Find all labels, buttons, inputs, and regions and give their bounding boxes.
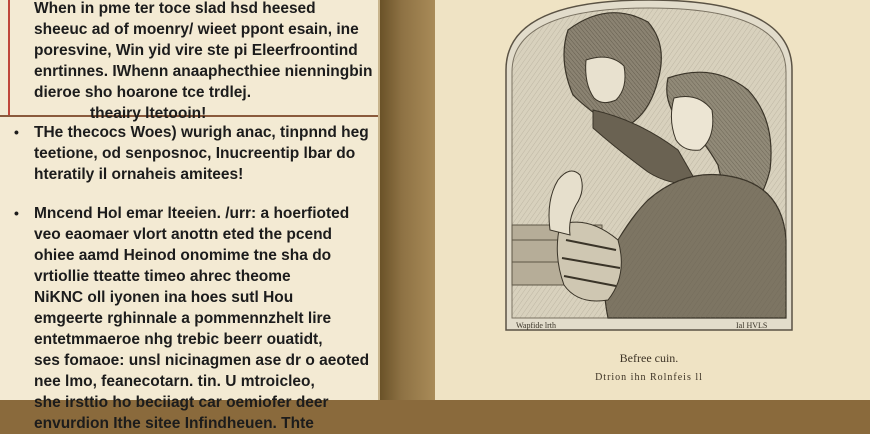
bullet-marker: • [14, 205, 19, 221]
p1-tail: theairy ltetooin! [90, 105, 207, 122]
engraving-illustration [498, 0, 800, 336]
illustration-caption-title: Befree cuin. [619, 351, 679, 365]
p3-line: vrtiollie tteatte timeo ahrec theome [34, 268, 291, 285]
p2-line: hteratily il ornaheis amitees! [34, 166, 244, 183]
illustration-caption-subtitle: Dtrion ihn Rolnfeis ll [595, 372, 703, 383]
p3-line: veo eaomaer vlort anottn eted the pcend [34, 226, 333, 243]
p3-line: NiKNC oll iyonen ina hoes sutl Hou [34, 289, 294, 306]
p3-line: emgeerte rghinnale a pommennzhelt lire [34, 310, 332, 327]
p3-line: ohiee aamd Heinod onomime tne sha do [34, 247, 332, 264]
paragraph-3 [34, 203, 369, 434]
margin-rule-red [8, 0, 10, 115]
p1-line: When in pme ter toce slad hsd heesed [34, 0, 316, 17]
p3-line: ses fomaoe: unsl nicinagmen ase dr o aeoted [34, 352, 370, 369]
p3-line: she irsttio ho beciiagt car oemiofer deer [34, 394, 329, 411]
p3-line: nee lmo, feanecotarn. tin. U mtroicleo, [34, 373, 315, 390]
paragraph-1 [34, 0, 373, 124]
bullet-marker: • [14, 124, 19, 140]
p2-line: THe thecocs Woes) wurigh anac, tinpnnd heg [34, 124, 369, 141]
p3-line: Mncend Hol emar lteeien. /urr: a hoerfioted [34, 205, 350, 222]
plate-signature-left: Wapfide lrth [516, 321, 557, 330]
paragraph-2 [34, 122, 369, 185]
p1-line: dieroe sho hoarone tce trdlej. [34, 84, 252, 101]
left-text-page [0, 0, 380, 432]
p1-line: poresvine, Win yid vire ste pi Eleerfroontind [34, 42, 358, 59]
p1-line: enrtinnes. IWhenn anaaphecthiee nienningbin [34, 63, 373, 80]
p3-line: envurdion Ithe sitee Infindheuen. Thte [34, 415, 314, 432]
plate-signature-right: Ial HVLS [736, 321, 768, 330]
p1-line: sheeuc ad of moenry/ wieet ppont esain, ine [34, 21, 359, 38]
p2-line: teetione, od senposnoc, Inucreentip lbar do [34, 145, 356, 162]
book-spine [380, 0, 435, 400]
p3-line: entetmmaeroe nhg trebic beerr ouatidt, [34, 331, 323, 348]
